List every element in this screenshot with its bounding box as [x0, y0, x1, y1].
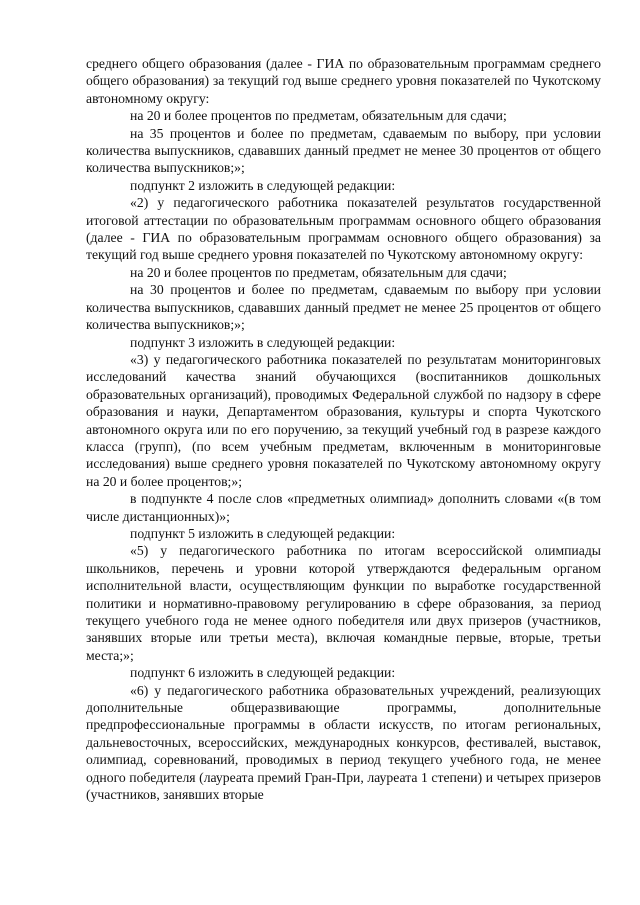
paragraph: подпункт 2 изложить в следующей редакции: [130, 177, 396, 193]
paragraph: подпункт 6 изложить в следующей редакции: [130, 665, 396, 681]
paragraph: «5) у педагогического работника по итогам всероссийской олимпиады школьников, перечень и уровни которой утверждаются федеральным органом исполнительной власти, осуществляющим функции по выработке государственной политики и нормативно-правовому регулированию в сфере образования, за период текущего учебного года не менее одного победителя или двух призеров (участников, занявших вторые или третьи места), включая командные первые, вторые, третьи места;»; [86, 543, 601, 663]
paragraph: «2) у педагогического работника показателей результатов государственной итоговой аттестации по образовательным программам основного общего образования (далее - ГИА по образовательным программам основного общего образования) за текущий год выше среднего уровня показателей по Чукотскому автономному округу: [86, 195, 601, 263]
paragraph: «3) у педагогического работника показателей по результатам мониторинговых исследований качества знаний обучающихся (воспитанников дошкольных образовательных организаций), проводимых Федеральной службой по надзору в сфере образования и науки, Департаментом образования, культуры и спорта Чукотского автономного округа или по его поручению, за текущий учебный год в разрезе каждого класса (групп), (по всем учебным предметам, включенным в мониторинговые исследования) выше среднего уровня показателей по Чукотскому автономному округу на 20 и более процентов;»; [86, 351, 601, 489]
paragraph: среднего общего образования (далее - ГИА по образовательным программам среднего общего образования) за текущий год выше среднего уровня показателей по Чукотскому автономному округу: [86, 56, 601, 106]
paragraph: «6) у педагогического работника образовательных учреждений, реализующих дополнительные общеразвивающие программы, дополнительные предпрофессиональные программы в области искусств, по итогам региональных, дальневосточных, всероссийских, международных конкурсов, фестивалей, выставок, олимпиад, соревнований, проводимых в период текущего учебного года, не менее одного победителя (лауреата премий Гран-При, лауреата 1 степени) и четырех призеров (участников, занявших вторые [86, 682, 601, 803]
paragraph: на 30 процентов и более по предметам, сдаваемым по выбору при условии количества выпускников, сдававших данный предмет не менее 25 процентов от общего количества выпускников;»; [86, 282, 601, 333]
paragraph: на 20 и более процентов по предметам, обязательным для сдачи; [130, 108, 507, 124]
document-body [86, 55, 601, 803]
paragraph: в подпункте 4 после слов «предметных олимпиад» дополнить словами «(в том числе дистанционных)»; [86, 491, 601, 524]
paragraph: подпункт 3 изложить в следующей редакции: [130, 334, 396, 350]
paragraph: на 20 и более процентов по предметам, обязательным для сдачи; [130, 264, 507, 280]
paragraph: на 35 процентов и более по предметам, сдаваемым по выбору, при условии количества выпускников, сдававших данный предмет не менее 30 процентов от общего количества выпускников;»; [86, 125, 601, 176]
paragraph: подпункт 5 изложить в следующей редакции: [130, 525, 396, 541]
